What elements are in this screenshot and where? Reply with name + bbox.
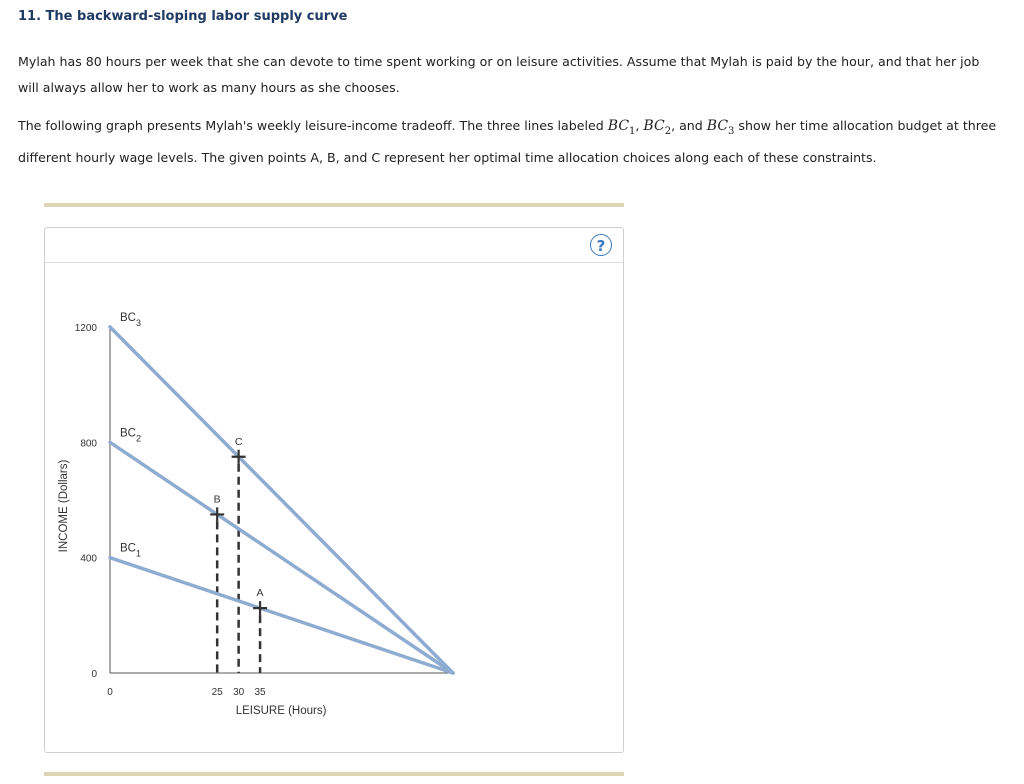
inline-bc3: $BC_3$ xyxy=(706,118,735,137)
budget-label-bc3: $BC_3$ xyxy=(120,312,141,328)
description-text-end: show her time allocation budget at three different hourly wage levels. The given points A, B, and C represent her optimal time allocation choices along each of these constraints. xyxy=(18,118,997,165)
x-tick-label-0: 0 xyxy=(107,687,113,698)
budget-label-bc2: $BC_2$ xyxy=(120,427,141,444)
bottom-divider xyxy=(44,772,624,776)
point-label-b: B xyxy=(213,493,221,506)
y-tick-label-400: 400 xyxy=(80,553,97,565)
x-tick-label-35: 35 xyxy=(254,687,266,698)
description-text-start: The following graph presents Mylah's weekly leisure-income tradeoff. The three lines labeled xyxy=(18,118,608,133)
point-label-c: C xyxy=(234,435,243,448)
top-divider xyxy=(44,203,624,207)
graph-description-paragraph xyxy=(18,113,1003,171)
inline-bc2: $BC_2$ xyxy=(643,118,672,137)
x-tick-label-25: 25 xyxy=(211,687,223,698)
graph-panel xyxy=(44,227,624,753)
x-tick-label-30: 30 xyxy=(233,687,245,698)
x-axis-title: LEISURE (Hours) xyxy=(235,705,327,717)
question-title: 11. The backward-sloping labor supply curve xyxy=(18,9,348,24)
y-tick-label-1200: 1200 xyxy=(74,323,97,334)
separator-2: , and xyxy=(671,118,707,133)
budget-line-bc3 xyxy=(110,327,453,673)
budget-line-bc1 xyxy=(110,558,453,673)
y-tick-label-800: 800 xyxy=(80,438,97,450)
point-label-a: A xyxy=(256,587,264,600)
help-button[interactable]: ? xyxy=(590,234,612,256)
separator-1: , xyxy=(635,118,644,133)
leisure-income-chart xyxy=(45,228,623,752)
inline-bc1: $BC_1$ xyxy=(607,118,636,137)
y-axis-title: INCOME (Dollars) xyxy=(58,459,70,553)
budget-label-bc1: $BC_1$ xyxy=(120,542,141,559)
optimal-point-a xyxy=(253,601,267,615)
intro-paragraph: Mylah has 80 hours per week that she can devote to time spent working or on leisure activities. Assume that Mylah is paid by the hour, and that her job will always allow her to work as many hours as she chooses. xyxy=(18,54,980,95)
budget-line-bc2 xyxy=(110,442,453,673)
y-tick-label-0: 0 xyxy=(91,669,97,680)
